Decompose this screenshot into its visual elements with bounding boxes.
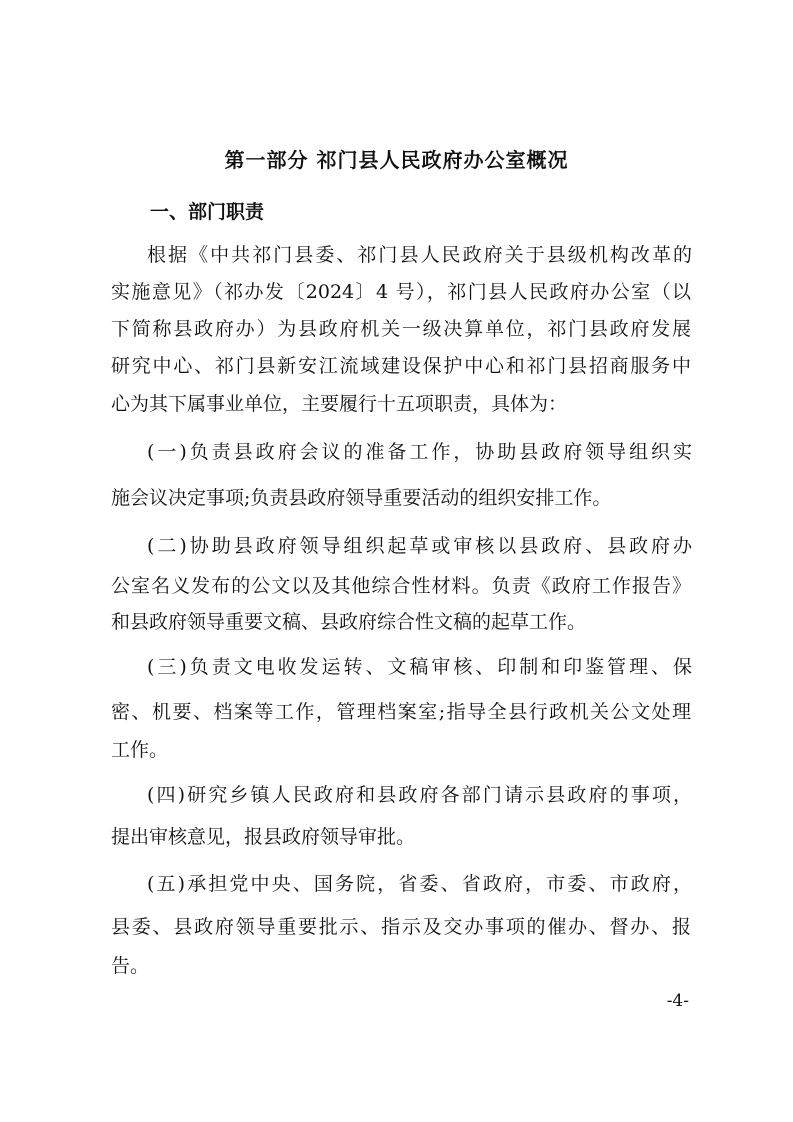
paragraph-line: 工作。 xyxy=(111,739,169,761)
page-title: 第一部分 祁门县人民政府办公室概况 xyxy=(224,148,569,172)
paragraph-line: 和县政府领导重要文稿、县政府综合性文稿的起草工作。 xyxy=(111,611,587,633)
paragraph-line: 心为其下属事业单位，主要履行十五项职责，具体为： xyxy=(111,393,568,415)
paragraph-line: (四)研究乡镇人民政府和县政府各部门请示县政府的事项， xyxy=(147,784,692,806)
paragraph-line: 公室名义发布的公文以及其他综合性材料。负责《政府工作报告》 xyxy=(111,575,691,597)
paragraph-line: 告。 xyxy=(111,955,150,977)
page-number: -4- xyxy=(666,991,689,1011)
paragraph-line: 提出审核意见，报县政府领导审批。 xyxy=(111,826,416,848)
paragraph-line: 实施意见》（祁办发〔2024〕4 号），祁门县人民政府办公室（以 xyxy=(111,281,691,303)
paragraph-line: (五)承担党中央、国务院，省委、省政府，市委、市政府， xyxy=(147,873,692,895)
paragraph-line: 施会议决定事项;负责县政府领导重要活动的组织安排工作。 xyxy=(111,487,612,509)
paragraph-line: 县委、县政府领导重要批示、指示及交办事项的催办、督办、报 xyxy=(111,916,691,938)
paragraph-line: 密、机要、档案等工作，管理档案室;指导全县行政机关公文处理 xyxy=(111,701,691,723)
paragraph-line: (二)协助县政府领导组织起草或审核以县政府、县政府办 xyxy=(147,535,692,557)
paragraph-line: 根据《中共祁门县委、祁门县人民政府关于县级机构改革的 xyxy=(147,244,692,266)
paragraph-line: (三)负责文电收发运转、文稿审核、印制和印鉴管理、保 xyxy=(147,656,692,678)
paragraph-line: 下简称县政府办）为县政府机关一级决算单位，祁门县政府发展 xyxy=(111,318,691,340)
paragraph-line: (一)负责县政府会议的准备工作，协助县政府领导组织实 xyxy=(147,441,692,463)
paragraph-line: 研究中心、祁门县新安江流域建设保护中心和祁门县招商服务中 xyxy=(111,355,691,377)
section-heading: 一、部门职责 xyxy=(150,201,265,223)
